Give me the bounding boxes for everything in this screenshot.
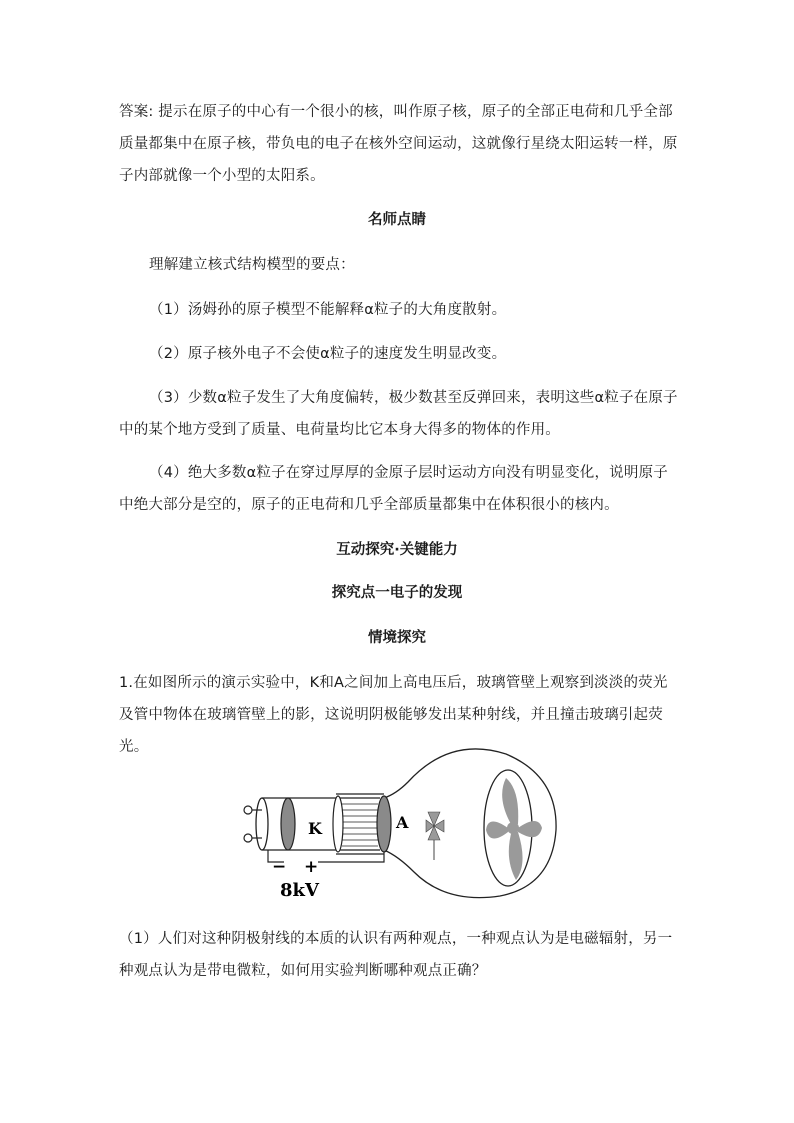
anode-label: A xyxy=(396,813,409,832)
section-title-exploration-point: 探究点一电子的发现 xyxy=(331,585,463,601)
sub-question-1: （1）人们对这种阴极射线的本质的认识有两种观点，一种观点认为是电磁辐射，另一种观点认为是带电微粒，如何用实验判断哪种观点正确？ xyxy=(119,931,673,979)
cathode-label: K xyxy=(308,819,322,838)
cathode-disk xyxy=(281,798,295,850)
tube-end-ellipse xyxy=(256,798,268,850)
section-title-interactive: 互动探究·关键能力 xyxy=(336,542,458,558)
voltage-label: 8kV xyxy=(280,880,319,901)
teacher-tip-1: （1）汤姆孙的原子模型不能解释α粒子的大角度散射。 xyxy=(149,302,507,318)
teacher-tip-3: （3）少数α粒子发生了大角度偏转，极少数甚至反弹回来，表明这些α粒子在原子中的某个地方受到了质量、电荷量均比它本身大得多的物体的作用。 xyxy=(119,390,678,438)
cathode-ray-tube-figure xyxy=(238,748,558,908)
teacher-tips-intro: 理解建立核式结构模型的要点： xyxy=(149,257,355,273)
plus-sign: + xyxy=(304,857,319,877)
teacher-tip-4: （4）绝大多数α粒子在穿过厚厚的金原子层时运动方向没有明显变化，说明原子中绝大部分是空的，原子的正电荷和几乎全部质量都集中在体积很小的核内。 xyxy=(119,465,668,513)
section-title-teacher-tips: 名师点睛 xyxy=(368,212,426,228)
terminals xyxy=(244,806,252,842)
cross-shadow xyxy=(486,778,542,880)
minus-sign: − xyxy=(272,857,287,877)
anode-grill xyxy=(342,798,378,850)
answer-paragraph: 答案: 提示在原子的中心有一个很小的核，叫作原子核，原子的全部正电荷和几乎全部质量都集中在原子核，带负电的电子在核外空间运动，这就像行星绕太阳运转一样，原子内部就像一个小型的太阳系。 xyxy=(119,104,678,184)
section-title-situation: 情境探究 xyxy=(368,630,426,646)
anode-disk xyxy=(377,796,391,852)
teacher-tip-2: （2）原子核外电子不会使α粒子的速度发生明显改变。 xyxy=(149,346,507,362)
maltese-cross-object xyxy=(426,812,444,840)
question-1: 1.在如图所示的演示实验中，K和A之间加上高电压后，玻璃管壁上观察到淡淡的荧光及管中物体在玻璃管壁上的影，这说明阴极能够发出某种射线，并且撞击玻璃引起荧光。 xyxy=(119,675,668,755)
